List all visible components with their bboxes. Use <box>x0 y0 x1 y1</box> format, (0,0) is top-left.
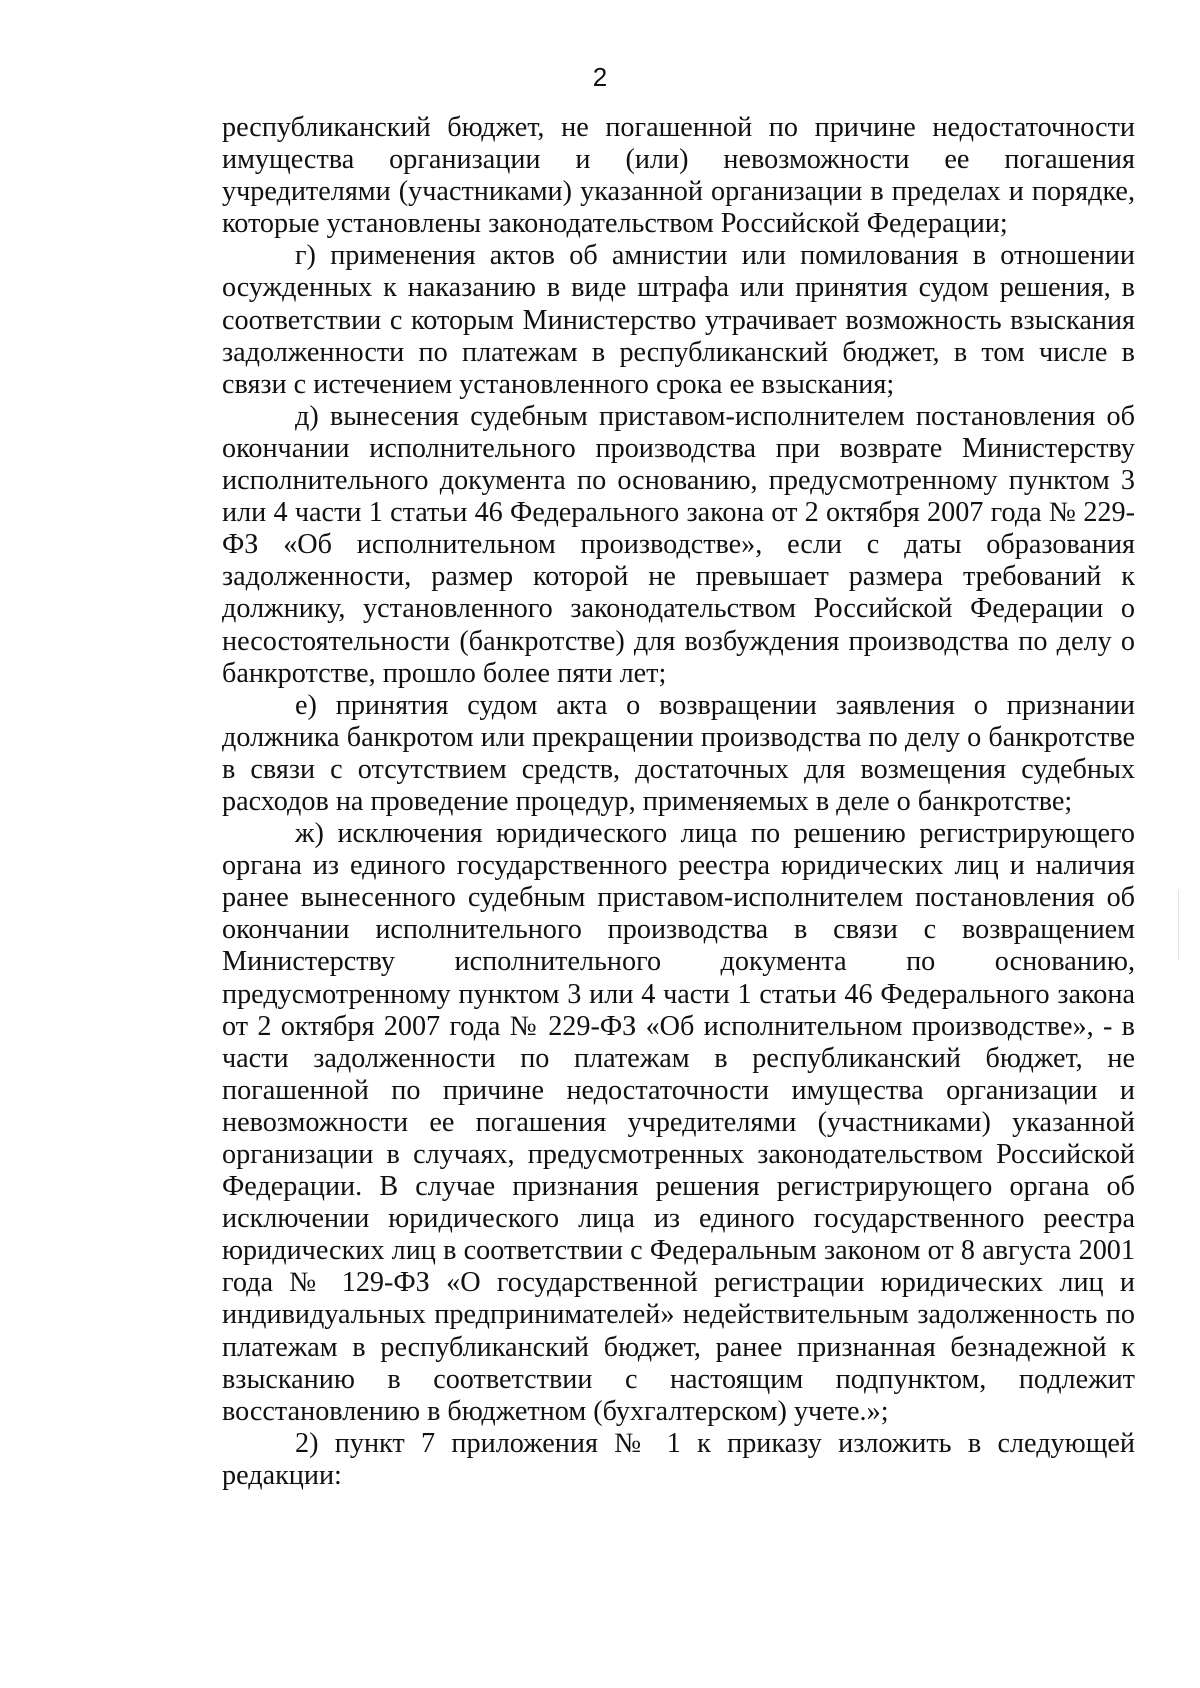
paragraph-subitem-zh: ж) исключения юридического лица по решению регистрирующего органа из единого государственного реестра юридических лиц и наличия ранее вынесенного судебным приставом-исполнителем постановления об окончании исполнительного производства в связи с возвращением Министерству исполнительного документа по основанию, предусмотренному пунктом 3 или 4 части 1 статьи 46 Федерального закона от 2 октября 2007 года № 229-ФЗ «Об исполнительном производстве», - в части задолженности по платежам в республиканский бюджет, не погашенной по причине недостаточности имущества организации и невозможности ее погашения учредителями (участниками) указанной организации в случаях, предусмотренных законодательством Российской Федерации. В случае признания решения регистрирующего органа об исключении юридического лица из единого государственного реестра юридических лиц в соответствии с Федеральным законом от 8 августа 2001 года № 129-ФЗ «О государственной регистрации юридических лиц и индивидуальных предпринимателей» недействительным задолженность по платежам в республиканский бюджет, ранее признанная безнадежной к взысканию в соответствии с настоящим подпунктом, подлежит восстановлению в бюджетном (бухгалтерском) учете.»; <box>222 818 1135 1427</box>
paragraph-item-2: 2) пункт 7 приложения № 1 к приказу изложить в следующей редакции: <box>222 1427 1135 1491</box>
paragraph-subitem-d: д) вынесения судебным приставом-исполнителем постановления об окончании исполнительного производства при возврате Министерству исполнительного документа по основанию, предусмотренному пунктом 3 или 4 части 1 статьи 46 Федерального закона от 2 октября 2007 года № 229-ФЗ «Об исполнительном производстве», если с даты образования задолженности, размер которой не превышает размера требований к должнику, установленного законодательством Российской Федерации о несостоятельности (банкротстве) для возбуждения производства по делу о банкротстве, прошло более пяти лет; <box>222 400 1135 689</box>
document-body <box>222 112 1135 1492</box>
paragraph-subitem-e: е) принятия судом акта о возвращении заявления о признании должника банкротом или прекращении производства по делу о банкротстве в связи с отсутствием средств, достаточных для возмещения судебных расходов на проведение процедур, применяемых в деле о банкротстве; <box>222 689 1135 817</box>
scan-edge-mark <box>1178 890 1179 960</box>
paragraph-continuation: республиканский бюджет, не погашенной по причине недостаточности имущества организации и (или) невозможности ее погашения учредителями (участниками) указанной организации в пределах и порядке, которые установлены законодательством Российской Федерации; <box>222 112 1135 240</box>
paragraph-subitem-g: г) применения актов об амнистии или помилования в отношении осужденных к наказанию в виде штрафа или принятия судом решения, в соответствии с которым Министерство утрачивает возможность взыскания задолженности по платежам в республиканский бюджет, в том числе в связи с истечением установленного срока ее взыскания; <box>222 240 1135 400</box>
page-number: 2 <box>592 62 608 92</box>
